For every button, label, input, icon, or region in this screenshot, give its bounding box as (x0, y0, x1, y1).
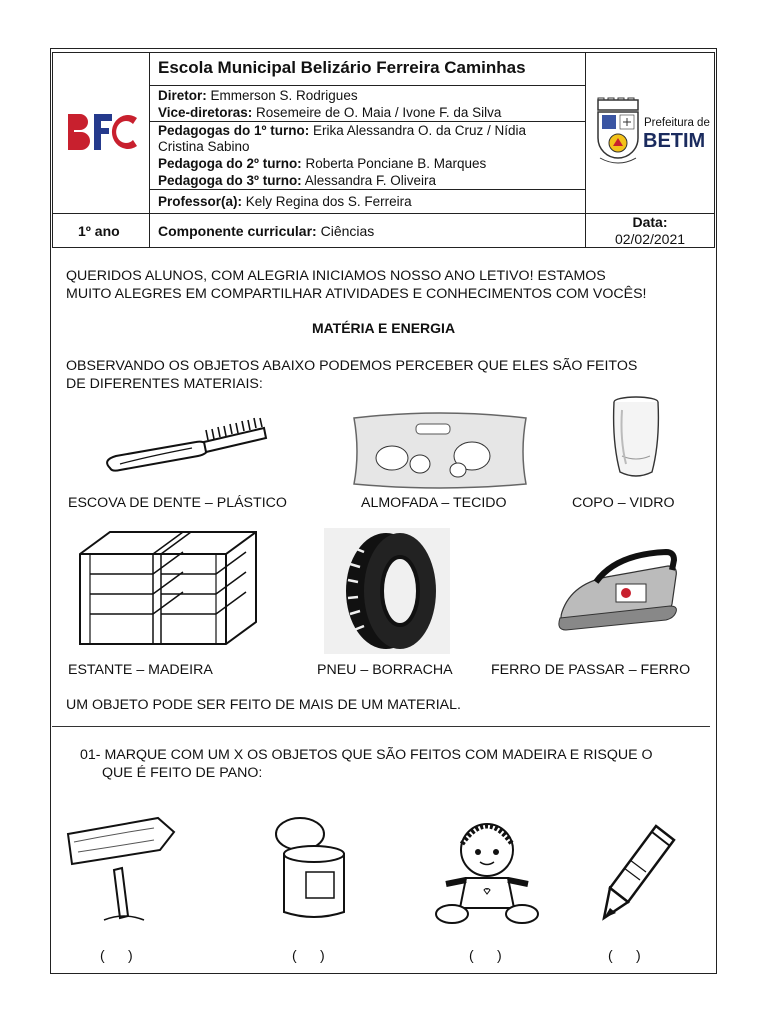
city-logo-line1: Prefeitura de (644, 117, 710, 129)
answer-box-doll[interactable]: ( ) (469, 947, 502, 963)
component-line: Componente curricular: Ciências (158, 223, 375, 239)
date-value: 02/02/2021 (614, 231, 686, 247)
pedagogues-1-line-cont: Cristina Sabino (158, 139, 250, 154)
shelf-illustration (78, 530, 258, 646)
glass-illustration (610, 396, 662, 480)
toothbrush-illustration (104, 418, 274, 478)
intro-line-1: QUERIDOS ALUNOS, COM ALEGRIA INICIAMOS NOSSO ANO LETIVO! ESTAMOS (66, 268, 606, 284)
city-coat-of-arms (594, 98, 642, 168)
answer-box-sign[interactable]: ( ) (100, 947, 133, 963)
wooden-sign-illustration (64, 812, 184, 924)
material-note: UM OBJETO PODE SER FEITO DE MAIS DE UM MATERIAL. (66, 697, 461, 713)
pencil-illustration (600, 822, 680, 922)
pedagogue-3-line: Pedagoga do 3º turno: Alessandra F. Oliveira (158, 173, 436, 188)
caption-pillow: ALMOFADA – TECIDO (361, 495, 507, 511)
divider-line (52, 726, 710, 727)
caption-tire: PNEU – BORRACHA (317, 662, 453, 678)
answer-box-can[interactable]: ( ) (292, 947, 325, 963)
teacher-line: Professor(a): Kely Regina dos S. Ferreira (158, 194, 412, 209)
iron-illustration (556, 548, 682, 634)
section-title: MATÉRIA E ENERGIA (311, 320, 456, 336)
school-logo (62, 110, 142, 160)
intro-line-2: MUITO ALEGRES EM COMPARTILHAR ATIVIDADES E CONHECIMENTOS COM VOCÊS! (66, 286, 647, 302)
school-name: Escola Municipal Belizário Ferreira Caminhas (158, 58, 526, 77)
date-label: Data: (632, 214, 668, 230)
pillow-illustration (350, 410, 530, 490)
rag-doll-illustration (432, 814, 542, 926)
vice-director-line: Vice-diretoras: Rosemeire de O. Maia / Ivone F. da Silva (158, 105, 502, 120)
caption-shelf: ESTANTE – MADEIRA (68, 662, 213, 678)
director-line: Diretor: Emmerson S. Rodrigues (158, 88, 358, 103)
pedagogue-2-line: Pedagoga do 2º turno: Roberta Ponciane B. Marques (158, 156, 487, 171)
pedagogues-1-line: Pedagogas do 1º turno: Erika Alessandra O. da Cruz / Nídia (158, 123, 527, 138)
observe-line-2: DE DIFERENTES MATERIAIS: (66, 376, 263, 392)
tire-illustration (324, 528, 450, 654)
can-illustration (270, 810, 360, 922)
caption-iron: FERRO DE PASSAR – FERRO (491, 662, 691, 678)
caption-toothbrush: ESCOVA DE DENTE – PLÁSTICO (68, 495, 287, 511)
city-logo-line2: BETIM (643, 130, 706, 152)
exercise-line-2: QUE É FEITO DE PANO: (102, 765, 263, 781)
answer-box-pencil[interactable]: ( ) (608, 947, 641, 963)
grade-label: 1º ano (78, 223, 120, 239)
caption-glass: COPO – VIDRO (572, 495, 675, 511)
observe-line-1: OBSERVANDO OS OBJETOS ABAIXO PODEMOS PERCEBER QUE ELES SÃO FEITOS (66, 358, 638, 374)
exercise-line-1: 01- MARQUE COM UM X OS OBJETOS QUE SÃO FEITOS COM MADEIRA E RISQUE O (80, 747, 653, 763)
